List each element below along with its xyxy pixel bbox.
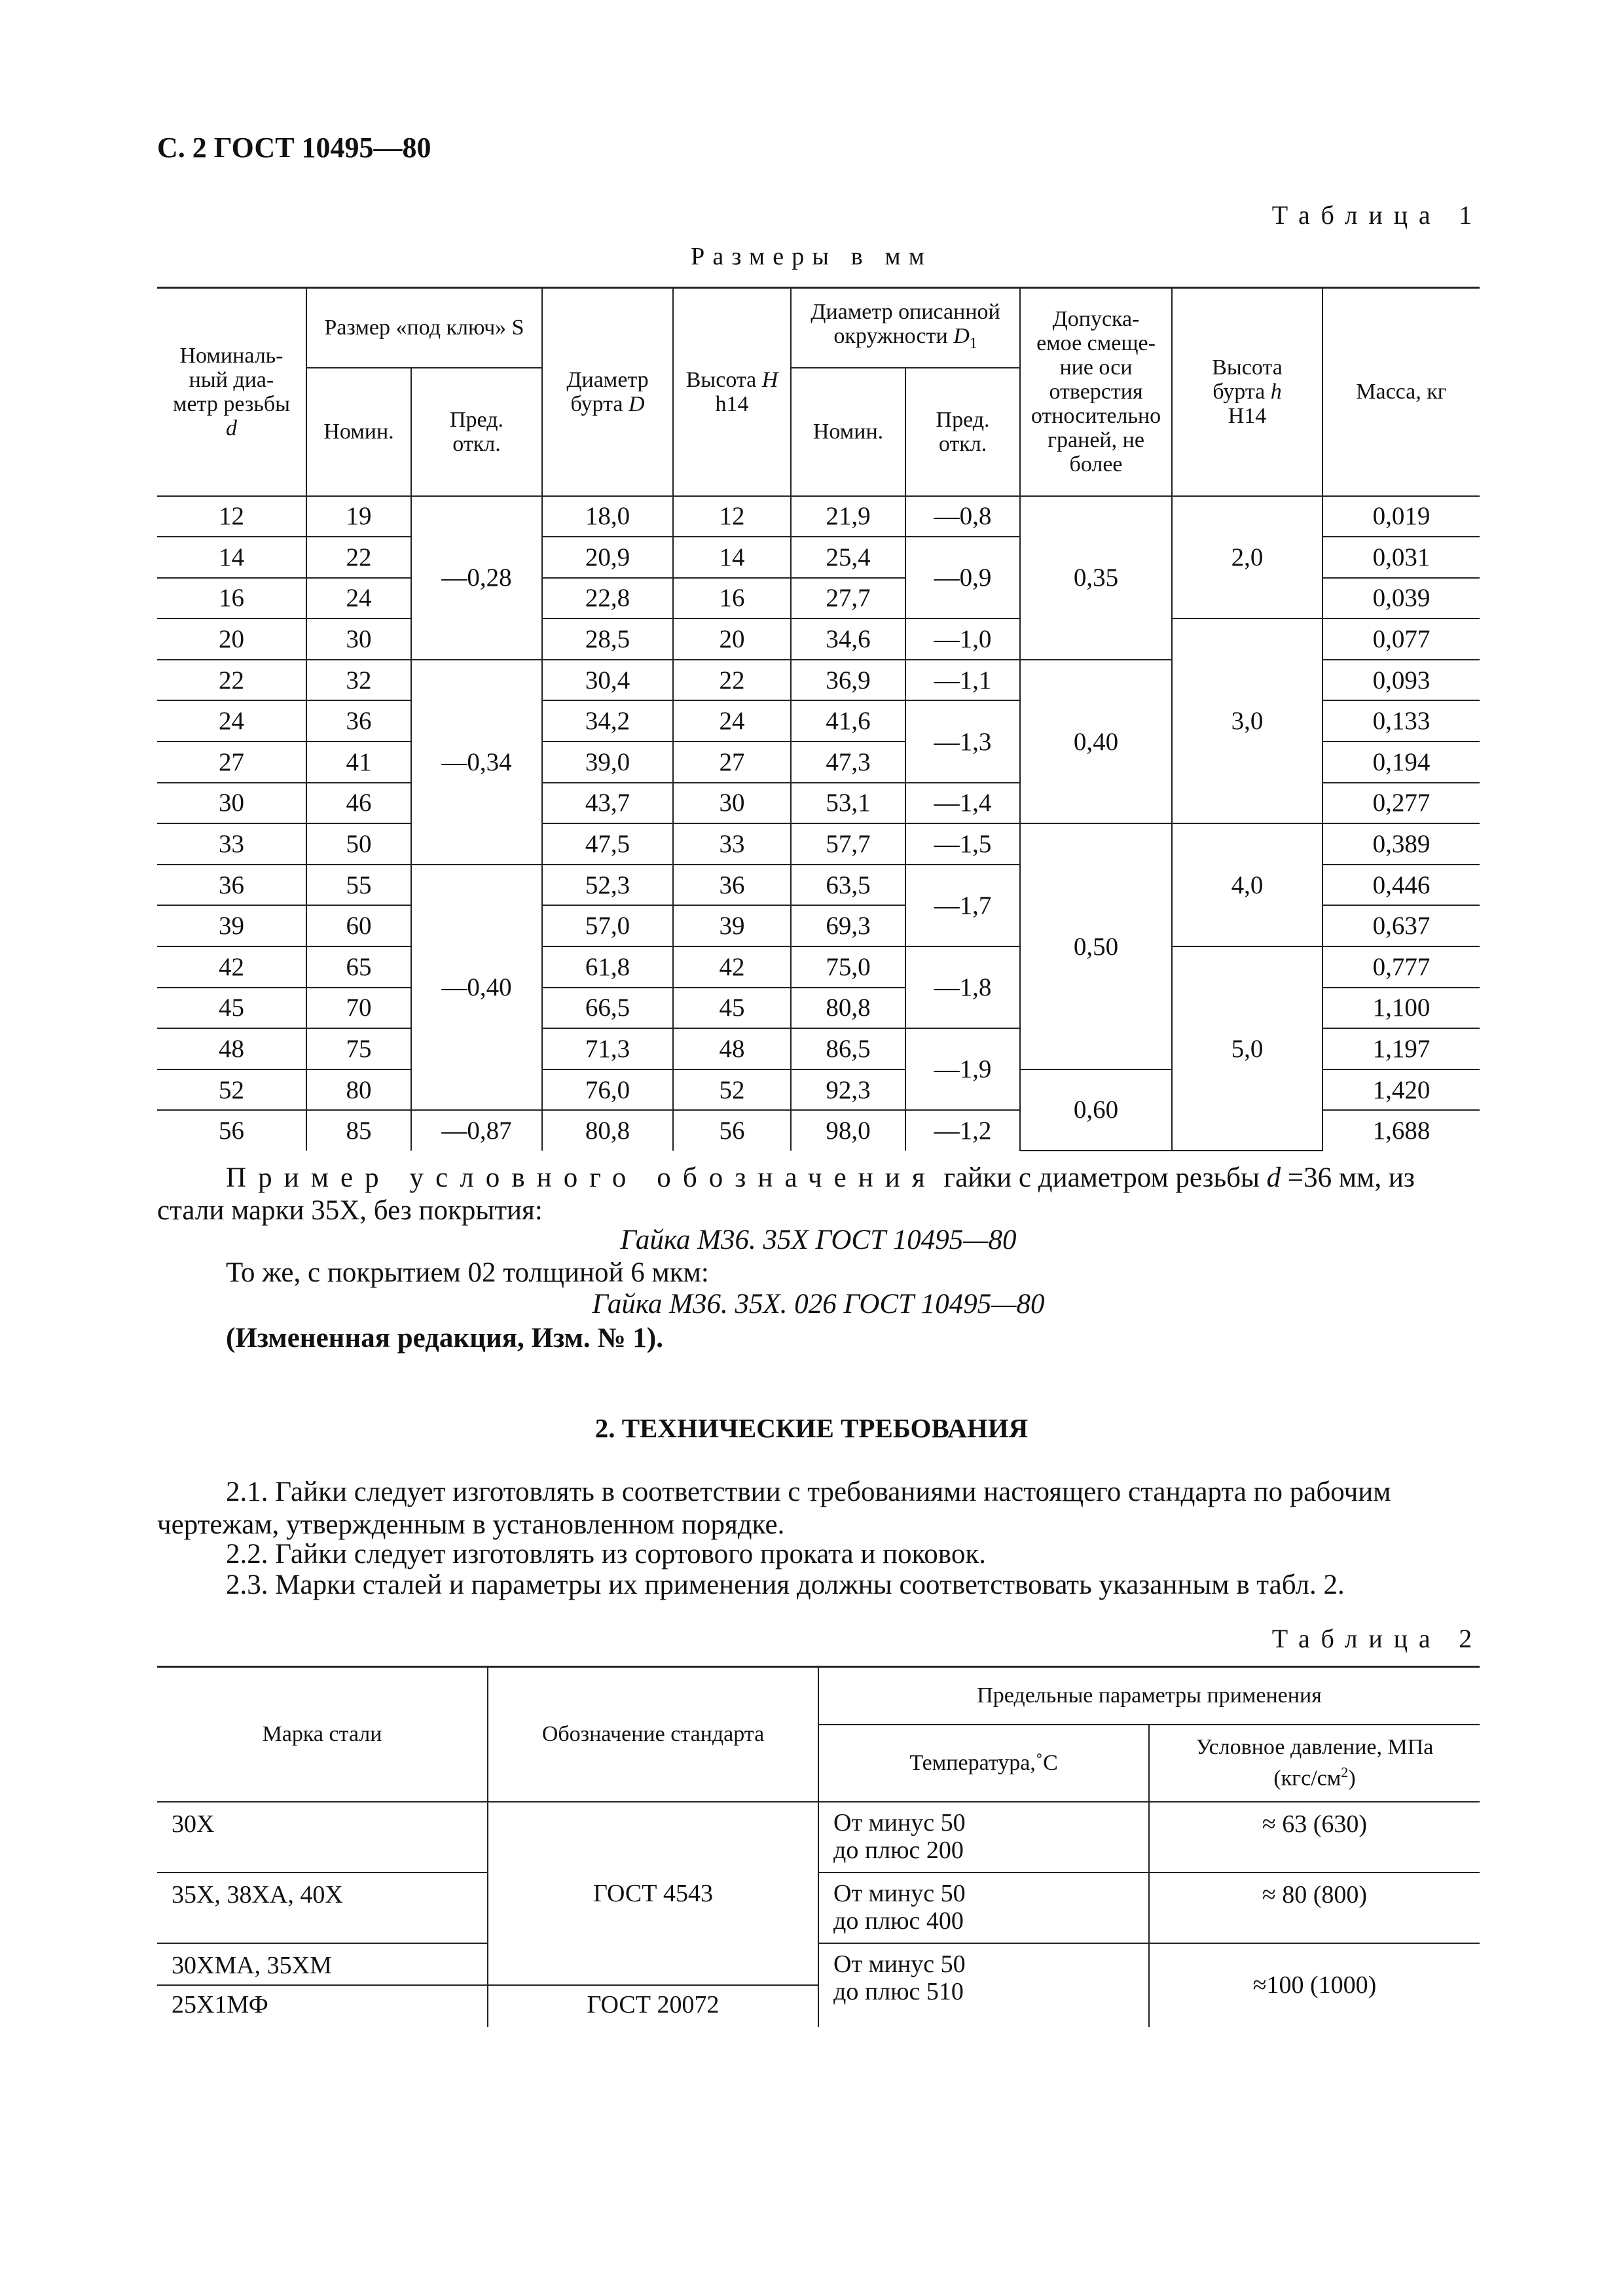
cell-pressure: ≈ 63 (630) [1149, 1802, 1480, 1873]
table1-caption: Таблица 1 [1271, 200, 1483, 230]
cell-d: 52 [157, 1069, 306, 1111]
paragraph-2-1: 2.1. Гайки следует изготовлять в соответствии с требованиями настоящего стандарта по рабочим чертежам, утвержденным в установленном порядке. [157, 1477, 1391, 1540]
cell-D: 52,3 [542, 865, 673, 906]
cell-D: 71,3 [542, 1028, 673, 1069]
cell-circ-dev: —0,8 [905, 496, 1020, 537]
cell-d: 12 [157, 496, 306, 537]
cell-d: 42 [157, 946, 306, 988]
cell-D: 22,8 [542, 578, 673, 619]
cell-D: 43,7 [542, 783, 673, 824]
header-temperature: Температура,˚С [818, 1725, 1149, 1802]
cell-s: 55 [306, 865, 411, 906]
same-with-coating: То же, с покрытием 02 толщиной 6 мкм: [226, 1257, 709, 1288]
designation-2: Гайка М36. 35Х. 026 ГОСТ 10495—80 [592, 1289, 1045, 1319]
table-row [157, 946, 1480, 988]
cell-s: 30 [306, 619, 411, 660]
cell-offset: 0,60 [1020, 1069, 1172, 1151]
cell-circ-dev: —1,8 [905, 946, 1020, 1028]
cell-H: 24 [673, 700, 791, 742]
cell-D1: 21,9 [791, 496, 905, 537]
cell-pressure: ≈100 (1000) [1149, 1943, 1480, 2027]
table-1 [157, 287, 1480, 1151]
cell-circ-dev: —1,1 [905, 660, 1020, 701]
cell-mass: 0,077 [1322, 619, 1480, 660]
cell-temperature: От минус 50 до плюс 510 [818, 1943, 1149, 2027]
cell-s: 41 [306, 742, 411, 783]
cell-mass: 0,194 [1322, 742, 1480, 783]
cell-d: 24 [157, 700, 306, 742]
cell-s: 75 [306, 1028, 411, 1069]
cell-circ-dev: —1,0 [905, 619, 1020, 660]
table-row [157, 496, 1480, 537]
cell-D1: 69,3 [791, 905, 905, 946]
cell-mass: 0,093 [1322, 660, 1480, 701]
header-circumscribed-diameter: Диаметр описанной окружности $D_1$ [791, 288, 1020, 368]
cell-s: 60 [306, 905, 411, 946]
cell-H: 48 [673, 1028, 791, 1069]
cell-circ-dev: —1,9 [905, 1028, 1020, 1110]
table-row [157, 1802, 1480, 1873]
cell-s: 36 [306, 700, 411, 742]
cell-collar-height: 4,0 [1172, 823, 1322, 946]
cell-D1: 36,9 [791, 660, 905, 701]
cell-D1: 80,8 [791, 988, 905, 1029]
designation-1: Гайка М36. 35Х ГОСТ 10495—80 [620, 1225, 1017, 1255]
cell-H: 27 [673, 742, 791, 783]
header-collar-diameter: Диаметр бурта D [542, 288, 673, 496]
cell-d: 27 [157, 742, 306, 783]
cell-H: 42 [673, 946, 791, 988]
cell-D1: 57,7 [791, 823, 905, 865]
cell-H: 52 [673, 1069, 791, 1111]
cell-d: 33 [157, 823, 306, 865]
cell-circ-dev: —1,3 [905, 700, 1020, 782]
cell-key-dev: —0,40 [411, 865, 542, 1111]
cell-D1: 98,0 [791, 1110, 905, 1151]
cell-d: 56 [219, 1117, 244, 1145]
cell-D: 18,0 [542, 496, 673, 537]
header-height: Высота H h14 [673, 288, 791, 496]
table-row [157, 1943, 1480, 1985]
cell-s: 80 [306, 1069, 411, 1111]
cell-D: 39,0 [542, 742, 673, 783]
cell-s: 24 [306, 578, 411, 619]
paragraph-2-3: 2.3. Марки сталей и параметры их применения должны соответствовать указанным в табл. 2. [226, 1570, 1345, 1600]
cell-s: 46 [306, 783, 411, 824]
cell-mass: 1,688 [1322, 1110, 1480, 1151]
cell-D: 80,8 [542, 1110, 673, 1151]
header-limits: Предельные параметры применения [818, 1667, 1480, 1725]
cell-d: 16 [157, 578, 306, 619]
cell-D: 20,9 [542, 537, 673, 578]
cell-D1: 63,5 [791, 865, 905, 906]
table1-units: Размеры в мм [691, 243, 932, 270]
cell-H: 39 [673, 905, 791, 946]
cell-mass: 1,100 [1322, 988, 1480, 1029]
cell-mass: 0,777 [1322, 946, 1480, 988]
cell-D1: 86,5 [791, 1028, 905, 1069]
cell-temperature: От минус 50 до плюс 200 [818, 1802, 1149, 1873]
page-header: С. 2 ГОСТ 10495—80 [157, 132, 431, 164]
cell-d: 30 [157, 783, 306, 824]
cell-key-dev: —0,28 [411, 496, 542, 660]
table-2 [157, 1666, 1480, 2027]
cell-s: 70 [306, 988, 411, 1029]
cell-D1: 41,6 [791, 700, 905, 742]
header-standard: Обозначение стандарта [488, 1667, 818, 1802]
cell-H: 22 [673, 660, 791, 701]
cell-d: 36 [157, 865, 306, 906]
cell-mass: 0,446 [1322, 865, 1480, 906]
cell-H: 14 [673, 537, 791, 578]
table2-caption: Таблица 2 [1271, 1624, 1483, 1653]
cell-grade: 25Х1МФ [172, 1990, 268, 2018]
cell-D: 28,5 [542, 619, 673, 660]
cell-H: 30 [673, 783, 791, 824]
cell-grade: 30Х [157, 1802, 488, 1873]
cell-mass: 1,420 [1322, 1069, 1480, 1111]
table-row [157, 1873, 1480, 1943]
table-row [157, 823, 1480, 865]
cell-D1: 75,0 [791, 946, 905, 988]
cell-circ-dev: —1,2 [905, 1110, 1020, 1151]
cell-d: 48 [157, 1028, 306, 1069]
cell-s: 22 [306, 537, 411, 578]
cell-circ-dev: —1,7 [905, 865, 1020, 946]
cell-key-dev: —0,34 [411, 660, 542, 865]
cell-mass: 0,277 [1322, 783, 1480, 824]
header-key-deviation: Пред. откл. [411, 368, 542, 496]
cell-mass: 0,019 [1322, 496, 1480, 537]
cell-collar-height: 2,0 [1172, 496, 1322, 619]
cell-offset: 0,35 [1020, 496, 1172, 660]
cell-D: 47,5 [542, 823, 673, 865]
cell-D1: 92,3 [791, 1069, 905, 1111]
cell-H: 16 [673, 578, 791, 619]
cell-standard: ГОСТ 20072 [488, 1985, 818, 2027]
cell-D1: 47,3 [791, 742, 905, 783]
header-key-nominal: Номин. [306, 368, 411, 496]
cell-collar-height: 5,0 [1172, 946, 1322, 1151]
cell-D: 30,4 [542, 660, 673, 701]
cell-D1: 34,6 [791, 619, 905, 660]
cell-grade: 30ХМА, 35ХМ [157, 1943, 488, 1985]
cell-D1: 27,7 [791, 578, 905, 619]
cell-d: 14 [157, 537, 306, 578]
cell-offset: 0,40 [1020, 660, 1172, 823]
cell-D1: 25,4 [791, 537, 905, 578]
header-circ-nominal: Номин. [791, 368, 905, 496]
cell-temperature: От минус 50 до плюс 400 [818, 1873, 1149, 1943]
cell-circ-dev: —0,9 [905, 537, 1020, 619]
header-nominal-diameter: Номиналь- ный диа- метр резьбы d [157, 288, 306, 496]
paragraph-2-2: 2.2. Гайки следует изготовлять из сортового проката и поковок. [226, 1539, 986, 1570]
cell-key-dev: —0,87 [411, 1110, 542, 1151]
cell-circ-dev: —1,5 [905, 823, 1020, 865]
cell-mass: 0,039 [1322, 578, 1480, 619]
cell-H: 56 [673, 1110, 791, 1151]
cell-H: 45 [673, 988, 791, 1029]
cell-s: 32 [306, 660, 411, 701]
header-collar-height: Высота бурта h H14 [1172, 288, 1322, 496]
cell-D: 34,2 [542, 700, 673, 742]
table-row [157, 619, 1480, 660]
cell-D: 76,0 [542, 1069, 673, 1111]
cell-mass: 0,637 [1322, 905, 1480, 946]
cell-s: 65 [306, 946, 411, 988]
header-steel-grade: Марка стали [157, 1667, 488, 1802]
cell-D: 66,5 [542, 988, 673, 1029]
cell-pressure: ≈ 80 (800) [1149, 1873, 1480, 1943]
header-pressure: Условное давление, МПа $(кгс/см^2)$ [1149, 1725, 1480, 1802]
header-offset: Допуска- емое смеще- ние оси отверстия относительно граней, не более [1020, 288, 1172, 496]
section-title: 2. ТЕХНИЧЕСКИЕ ТРЕБОВАНИЯ [594, 1413, 1029, 1443]
cell-s: 50 [306, 823, 411, 865]
cell-s: 85 [306, 1110, 411, 1151]
example-lead: Пример условного обозначения [226, 1162, 937, 1193]
header-mass: Масса, кг [1322, 288, 1480, 496]
cell-H: 33 [673, 823, 791, 865]
cell-D1: 53,1 [791, 783, 905, 824]
cell-s: 19 [306, 496, 411, 537]
cell-mass: 0,031 [1322, 537, 1480, 578]
revision-note: (Измененная редакция, Изм. № 1). [226, 1323, 663, 1354]
cell-mass: 1,197 [1322, 1028, 1480, 1069]
cell-d: 20 [157, 619, 306, 660]
cell-D: 57,0 [542, 905, 673, 946]
cell-offset: 0,50 [1020, 823, 1172, 1069]
cell-H: 36 [673, 865, 791, 906]
example-paragraph: Пример условного обозначения гайки с диаметром резьбы d =36 мм, из стали марки 35Х, без покрытия: [157, 1162, 1415, 1226]
cell-mass: 0,389 [1322, 823, 1480, 865]
cell-circ-dev: —1,4 [905, 783, 1020, 824]
cell-grade: 35Х, 38ХА, 40Х [157, 1873, 488, 1943]
header-key-size: Размер «под ключ» S [306, 288, 542, 368]
cell-d: 45 [157, 988, 306, 1029]
cell-d: 39 [157, 905, 306, 946]
cell-d: 22 [157, 660, 306, 701]
cell-H: 20 [673, 619, 791, 660]
cell-standard: ГОСТ 4543 [488, 1802, 818, 1985]
cell-mass: 0,133 [1322, 700, 1480, 742]
header-circ-deviation: Пред. откл. [905, 368, 1020, 496]
cell-H: 12 [673, 496, 791, 537]
cell-D: 61,8 [542, 946, 673, 988]
cell-collar-height: 3,0 [1172, 619, 1322, 823]
